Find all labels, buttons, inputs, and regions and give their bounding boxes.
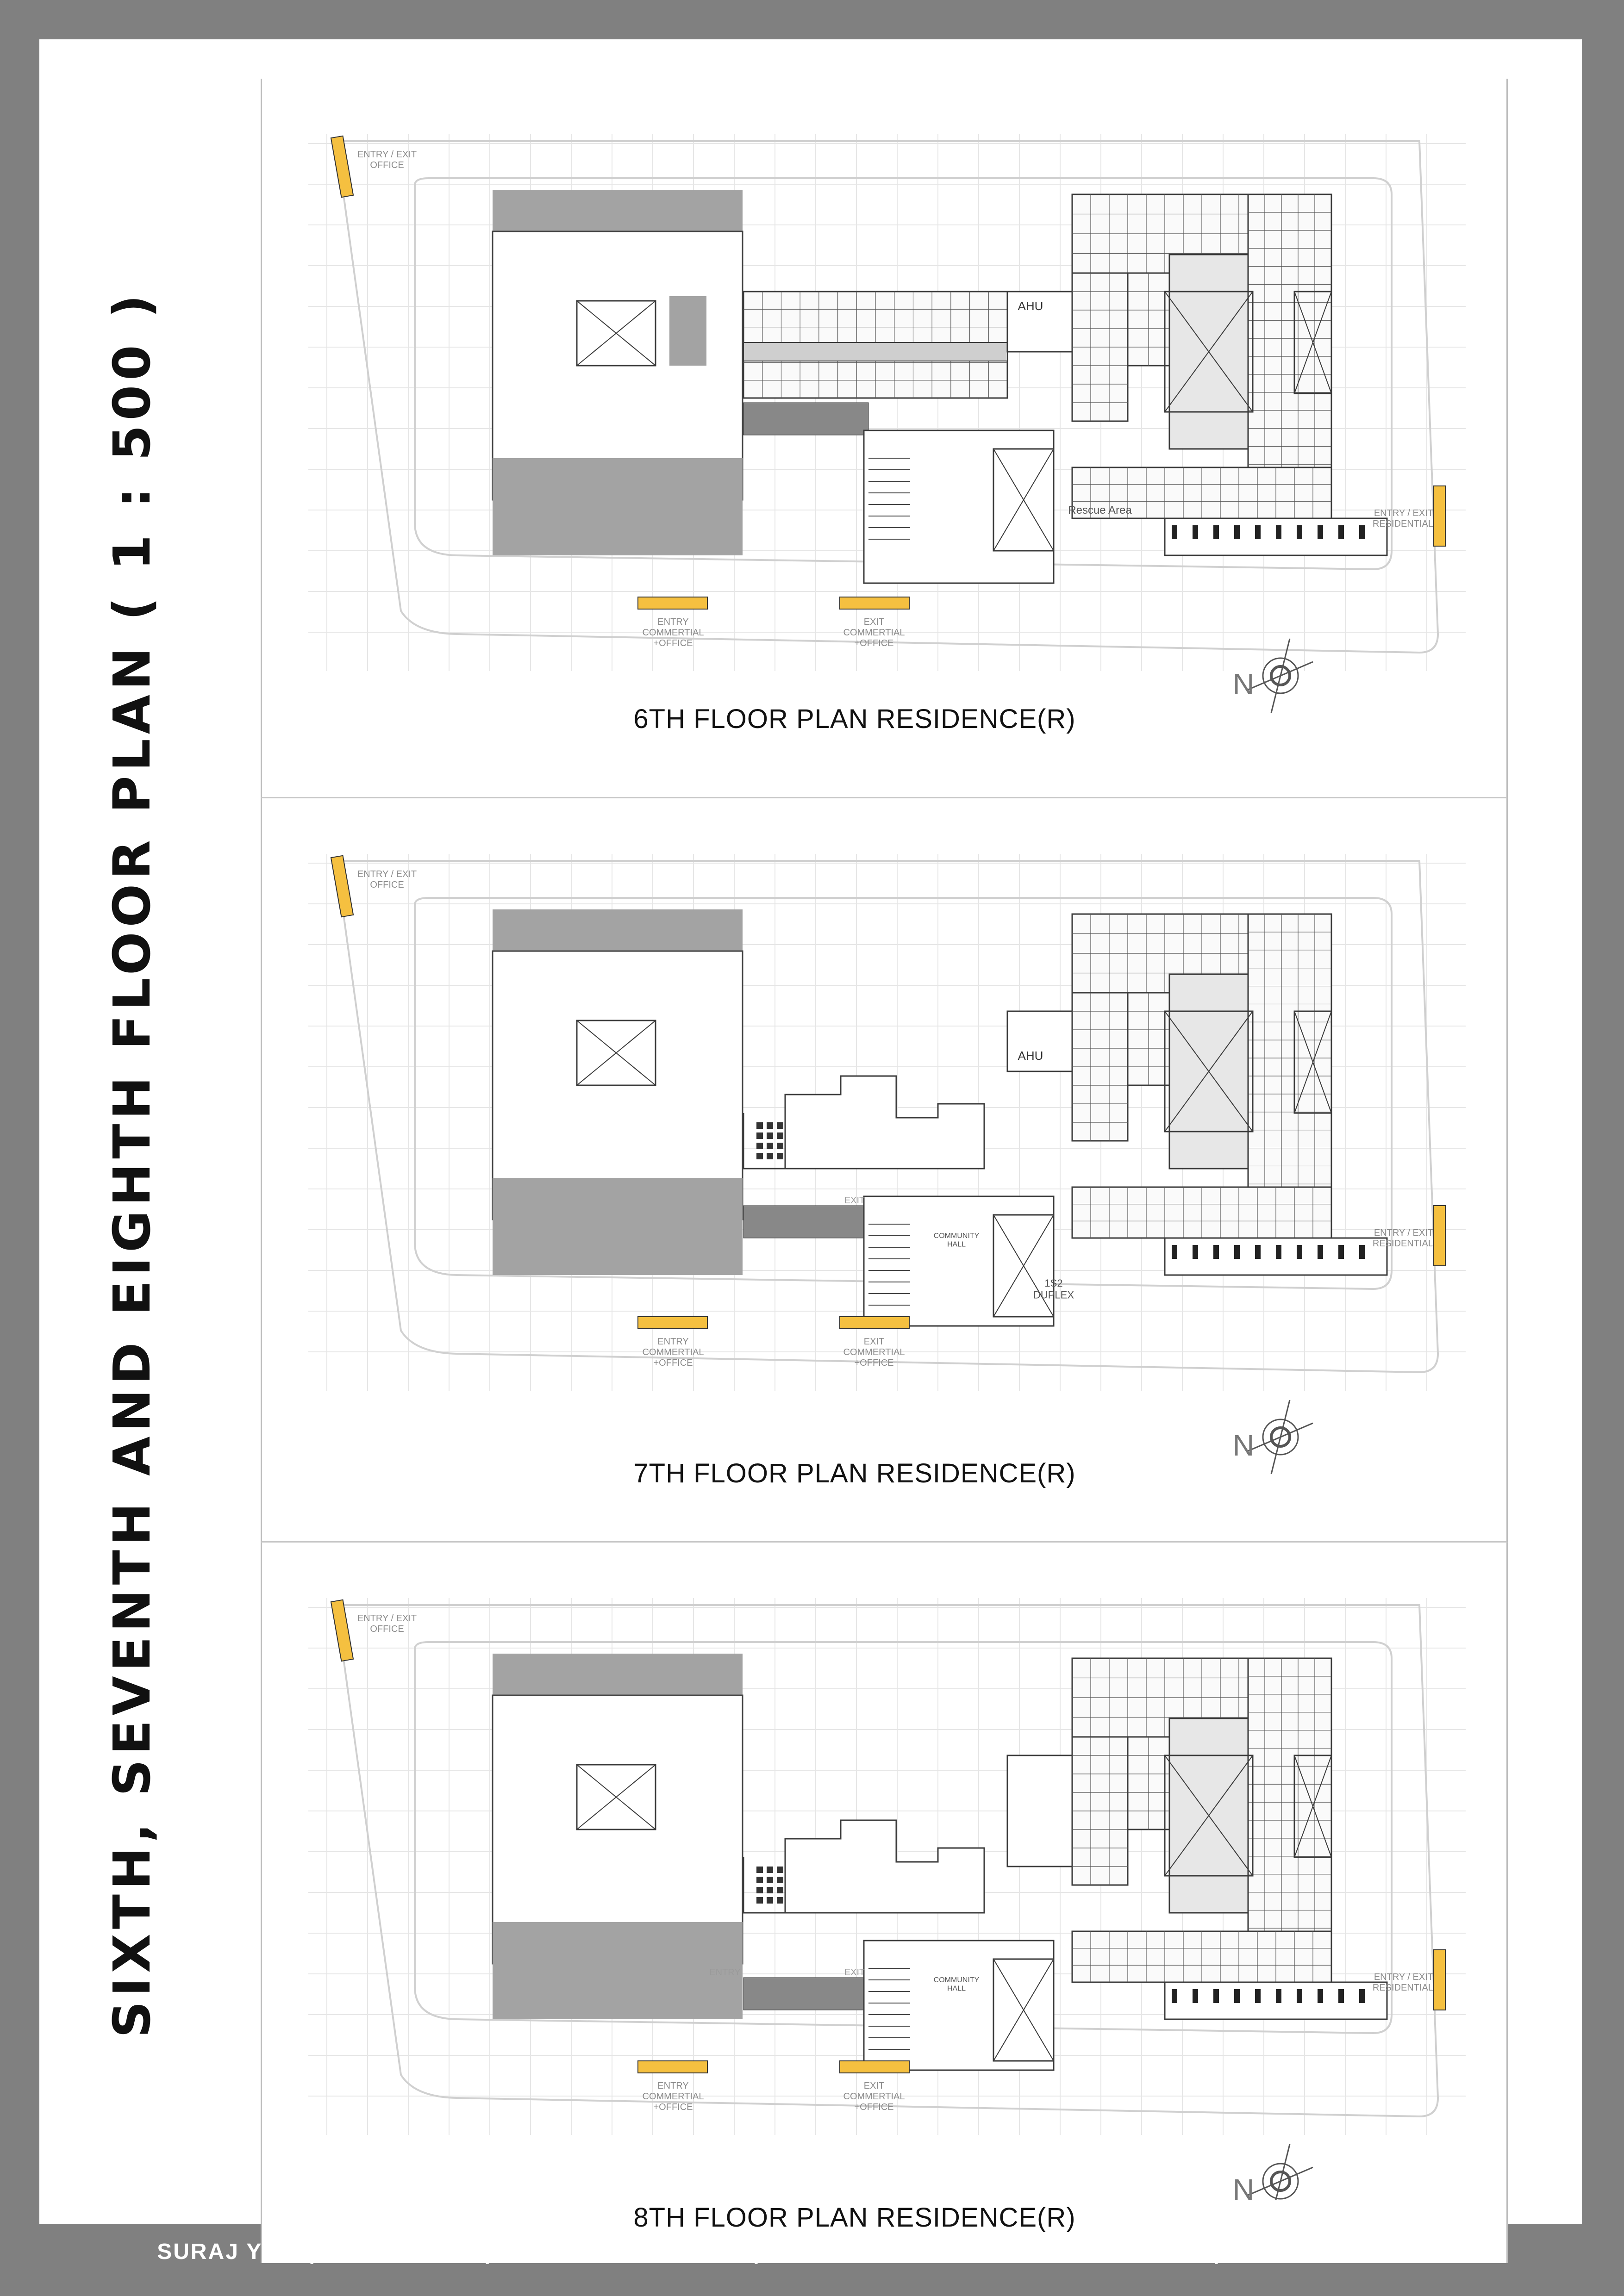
column <box>1297 1989 1302 2003</box>
column <box>1255 525 1261 539</box>
column <box>1359 1245 1365 1259</box>
plan-title-6th: 6TH FLOOR PLAN RESIDENCE(R) <box>633 704 1076 734</box>
planter <box>777 1143 783 1149</box>
column <box>1234 525 1240 539</box>
footer-credits: SURAJ Y S | 118010790 | B.ARCH 5TH SEM | ARCHITECTURE DESIGN STUDIO | S P A VIJAYWADA <box>157 2239 1464 2264</box>
corridor <box>743 342 1007 361</box>
column <box>1255 1989 1261 2003</box>
column <box>1318 525 1323 539</box>
planter <box>756 1867 763 1873</box>
column <box>1193 1989 1198 2003</box>
planter <box>777 1122 783 1129</box>
column <box>1213 1245 1219 1259</box>
planter <box>767 1143 773 1149</box>
planter <box>767 1122 773 1129</box>
column <box>1172 525 1177 539</box>
exit-commercial-marker <box>840 2061 909 2073</box>
label-exit-commercial: EXIT COMMERTIAL +OFFICE <box>843 1337 905 1368</box>
stair-block <box>864 1941 1054 2070</box>
column <box>1172 1989 1177 2003</box>
planter <box>767 1887 773 1893</box>
label-exit-commercial: EXIT COMMERTIAL +OFFICE <box>843 617 905 648</box>
label-community-hall: COMMUNITY HALL <box>933 1976 980 1993</box>
planter <box>777 1132 783 1139</box>
label-entry-exit-residential: ENTRY / EXIT RESIDENTIAL <box>1372 508 1433 529</box>
planter <box>756 1877 763 1883</box>
lower-roof-block <box>637 495 743 555</box>
service-core <box>1007 1755 1072 1867</box>
planter <box>777 1897 783 1904</box>
entry-commercial-marker <box>638 597 707 609</box>
parking-strip <box>743 403 868 435</box>
exit-commercial-marker <box>840 597 909 609</box>
plan-title-8th: 8TH FLOOR PLAN RESIDENCE(R) <box>633 2203 1076 2233</box>
lower-roof-block <box>637 1215 743 1275</box>
column <box>1276 1989 1281 2003</box>
lower-roof-block <box>669 296 706 366</box>
floor-plan-7th <box>262 798 1506 1474</box>
label-entry-exit-office: ENTRY / EXIT OFFICE <box>357 869 417 890</box>
lower-roof-block <box>493 909 743 956</box>
stair-block <box>864 1196 1054 1326</box>
column <box>1276 525 1281 539</box>
plan-title-7th: 7TH FLOOR PLAN RESIDENCE(R) <box>633 1458 1076 1488</box>
parking-strip <box>743 1978 868 2010</box>
exit-commercial-marker <box>840 1317 909 1329</box>
planter <box>767 1877 773 1883</box>
label-entry: ENTRY <box>709 1967 741 1978</box>
label-ahu: AHU <box>1018 1049 1043 1063</box>
label-entry-exit-office: ENTRY / EXIT OFFICE <box>357 1613 417 1634</box>
label-entry-exit-residential: ENTRY / EXIT RESIDENTIAL <box>1372 1228 1433 1249</box>
label-entry-commercial: ENTRY COMMERTIAL +OFFICE <box>642 617 704 648</box>
planter <box>777 1887 783 1893</box>
plan-drawing <box>308 854 1466 1391</box>
label-entry-commercial: ENTRY COMMERTIAL +OFFICE <box>642 2081 704 2112</box>
panel-6th-floor <box>261 79 1508 798</box>
planter <box>767 1132 773 1139</box>
column <box>1338 1989 1344 2003</box>
column <box>1234 1245 1240 1259</box>
label-entry-exit-office: ENTRY / EXIT OFFICE <box>357 149 417 170</box>
planter <box>756 1122 763 1129</box>
parking-strip <box>743 1206 868 1238</box>
lower-roof-block <box>493 190 743 236</box>
column <box>1276 1245 1281 1259</box>
column <box>1297 1245 1302 1259</box>
entry-exit-residential-marker <box>1433 1206 1445 1266</box>
column <box>1338 525 1344 539</box>
column <box>1318 1989 1323 2003</box>
planter <box>777 1153 783 1159</box>
stair-block <box>864 430 1054 583</box>
column <box>1172 1245 1177 1259</box>
planter <box>767 1897 773 1904</box>
entry-exit-office-marker <box>331 136 353 198</box>
label-ahu: AHU <box>1018 299 1043 313</box>
planter <box>756 1887 763 1893</box>
column <box>1193 525 1198 539</box>
entry-commercial-marker <box>638 2061 707 2073</box>
north-arrow-icon <box>1233 2144 1313 2200</box>
label-exit-commercial: EXIT COMMERTIAL +OFFICE <box>843 2081 905 2112</box>
column <box>1338 1245 1344 1259</box>
entry-exit-residential-marker <box>1433 486 1445 546</box>
column <box>1255 1245 1261 1259</box>
label-duplex: 1S2 DUPLEX <box>1033 1277 1074 1301</box>
north-arrow-icon <box>1233 1400 1313 1474</box>
plan-drawing <box>308 1598 1466 2135</box>
entry-exit-office-marker <box>331 856 353 917</box>
planter <box>756 1153 763 1159</box>
column <box>1193 1245 1198 1259</box>
sheet-title: SIXTH, SEVENTH AND EIGHTH FLOOR PLAN ( 1 : 500 ) <box>102 290 162 2038</box>
entry-exit-residential-marker <box>1433 1950 1445 2010</box>
column <box>1213 1989 1219 2003</box>
planter <box>756 1143 763 1149</box>
entry-commercial-marker <box>638 1317 707 1329</box>
label-community-hall: COMMUNITY HALL <box>933 1232 980 1249</box>
entry-exit-office-marker <box>331 1600 353 1661</box>
panel-8th-floor <box>261 1543 1508 2263</box>
north-label: N <box>1232 667 1255 701</box>
planter <box>767 1153 773 1159</box>
floor-plan-8th <box>262 1543 1506 2200</box>
label-exit: EXIT <box>844 1195 865 1206</box>
column <box>1318 1245 1323 1259</box>
north-label: N <box>1232 2173 1255 2200</box>
column <box>1359 525 1365 539</box>
column <box>1297 525 1302 539</box>
plan-drawing <box>308 134 1466 671</box>
planter <box>777 1867 783 1873</box>
column <box>1213 525 1219 539</box>
north-label: N <box>1232 1429 1255 1462</box>
label-entry-exit-residential: ENTRY / EXIT RESIDENTIAL <box>1372 1972 1433 1993</box>
drawing-sheet <box>39 39 1582 2233</box>
lower-roof-block <box>493 1654 743 1700</box>
column <box>1234 1989 1240 2003</box>
planter <box>756 1132 763 1139</box>
column <box>1359 1989 1365 2003</box>
label-entry-commercial: ENTRY COMMERTIAL +OFFICE <box>642 1337 704 1368</box>
label-rescue-area: Rescue Area <box>1068 504 1132 516</box>
planter <box>767 1867 773 1873</box>
planter <box>756 1897 763 1904</box>
panel-7th-floor <box>261 798 1508 1543</box>
label-exit: EXIT <box>844 1967 865 1978</box>
planter <box>777 1877 783 1883</box>
floor-plan-6th <box>262 79 1506 727</box>
